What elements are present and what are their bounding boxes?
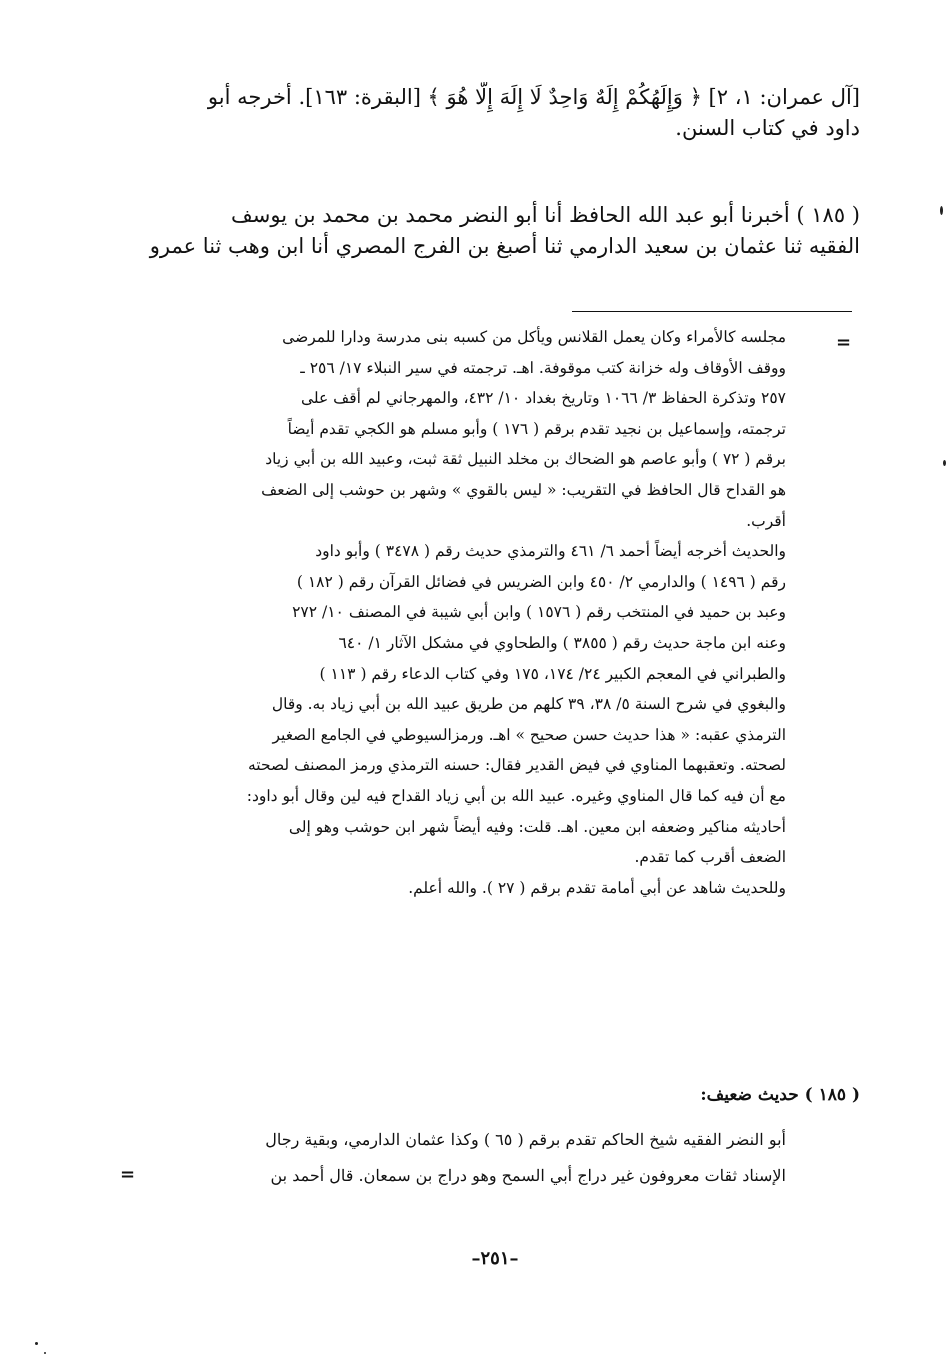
hadith-line: الفقيه ثنا عثمان بن سعيد الدارمي ثنا أصبغ بن الفرج المصري أنا ابن وهب ثنا عمرو <box>149 234 860 258</box>
footnote-line: مجلسه كالأمراء وكان يعمل القلانس ويأكل من كسبه بنى مدرسة ودارا للمرضى <box>282 328 786 346</box>
footnote-line: والطبراني في المعجم الكبير ٢٤/ ١٧٤، ١٧٥ وفي كتاب الدعاء رقم ( ١١٣ ) <box>319 664 786 683</box>
scan-speck <box>940 206 943 215</box>
footnotes <box>140 322 786 903</box>
footnote-line: وللحديث شاهد عن أبي أمامة تقدم برقم ( ٢٧ ). والله أعلم. <box>408 878 786 897</box>
footnote-line: أحاديثه مناكير وضعفه ابن معين. اهـ. قلت: وفيه أيضاً شهر ابن حوشب وهو إلى <box>288 817 786 836</box>
footnote-line: لصحته. وتعقبهما المناوي في فيض القدير فقال: حسنه الترمذي ورمز المصنف لصحته <box>247 756 786 775</box>
hadith-text <box>140 200 860 262</box>
bottom-notes <box>140 1122 786 1194</box>
scan-speck <box>44 1352 46 1354</box>
bottom-line: أبو النضر الفقيه شيخ الحاكم تقدم برقم ( ٦٥ ) وكذا عثمان الدارمي، وبقية رجال <box>265 1130 786 1149</box>
footnote-line: ووقف الأوقاف وله خزانة كتب موقوفة. اهـ. ترجمته في سير النبلاء ١٧/ ٢٥٦ ـ <box>300 358 786 377</box>
page-number: –٢٥١– <box>471 1248 519 1269</box>
scan-speck <box>35 1342 38 1345</box>
footnote-line: وعبد بن حميد في المنتخب رقم ( ١٥٧٦ ) وابن أبي شيبة في المصنف ١٠/ ٢٧٢ <box>292 603 786 622</box>
footnote-line: الترمذي عقبه: « هذا حديث حسن صحيح » اهـ. ورمزالسيوطي في الجامع الصغير <box>272 725 786 744</box>
footnote-line: وعنه ابن ماجة حديث رقم ( ٣٨٥٥ ) والطحاوي في مشكل الآثار ١/ ٦٤٠ <box>338 633 786 652</box>
footnote-line: الضعف أقرب كما تقدم. <box>634 848 786 867</box>
bottom-line: الإسناد ثقات معروفون غير دراج أبي السمح وهو دراج بن سمعان. قال أحمد بن <box>270 1166 786 1185</box>
footnote-line: ترجمته، وإسماعيل بن نجيد تقدم برقم ( ١٧٦ ) وأبو مسلم هو الكجي تقدم أيضاً <box>287 419 786 438</box>
footnote-line: رقم ( ١٤٩٦ ) والدارمي ٢/ ٤٥٠ وابن الضريس في فضائل القرآن رقم ( ١٨٢ ) <box>296 572 786 591</box>
footnote-line: والحديث أخرجه أيضاً أحمد ٦/ ٤٦١ والترمذي حديث رقم ( ٣٤٧٨ ) وأبو داود <box>315 542 786 561</box>
footnote-line: والبغوي في شرح السنة ٥/ ٣٨، ٣٩ كلهم من طريق عبيد الله بن أبي زياد به. وقال <box>271 695 786 714</box>
main-text-top <box>140 82 860 144</box>
hadith-line: ( ١٨٥ ) أخبرنا أبو عبد الله الحافظ أنا أبو النضر محمد بن محمد بن يوسف <box>231 203 860 227</box>
footnote-line: هو القداح قال الحافظ في التقريب: « ليس بالقوي » وشهر بن حوشب إلى الضعف <box>261 480 786 499</box>
scan-speck <box>943 460 946 466</box>
main-line: داود في كتاب السنن. <box>675 116 860 140</box>
footnote-line: مع أن فيه كما قال المناوي وغيره. عبيد الله بن أبي زياد القداح فيه لين وقال أبو داود: <box>246 786 786 805</box>
footnote-separator <box>572 311 852 312</box>
section-heading: ( ١٨٥ ) حديث ضعيف: <box>700 1085 860 1105</box>
footnote-line: أقرب. <box>746 511 786 530</box>
footnote-continuation-mark: = <box>836 332 852 353</box>
footnote-line: برقم ( ٧٢ ) وأبو عاصم هو الضحاك بن مخلد النبيل ثقة ثبت، وعبيد الله بن أبي زياد <box>265 450 786 469</box>
main-line: [آل عمران: ١، ٢] ﴿ وَإِلَهُكُمْ إِلَهٌ وَاحِدٌ لَا إِلَهَ إِلَّا هُوَ ﴾ [البقرة: ١٦٣]. أخرجه أبو <box>207 85 860 109</box>
bottom-continuation-mark: = <box>120 1164 136 1185</box>
footnote-line: ٢٥٧ وتذكرة الحفاظ ٣/ ١٠٦٦ وتاريخ بغداد ١٠/ ٤٣٢، والمهرجاني لم أقف على <box>300 389 786 408</box>
